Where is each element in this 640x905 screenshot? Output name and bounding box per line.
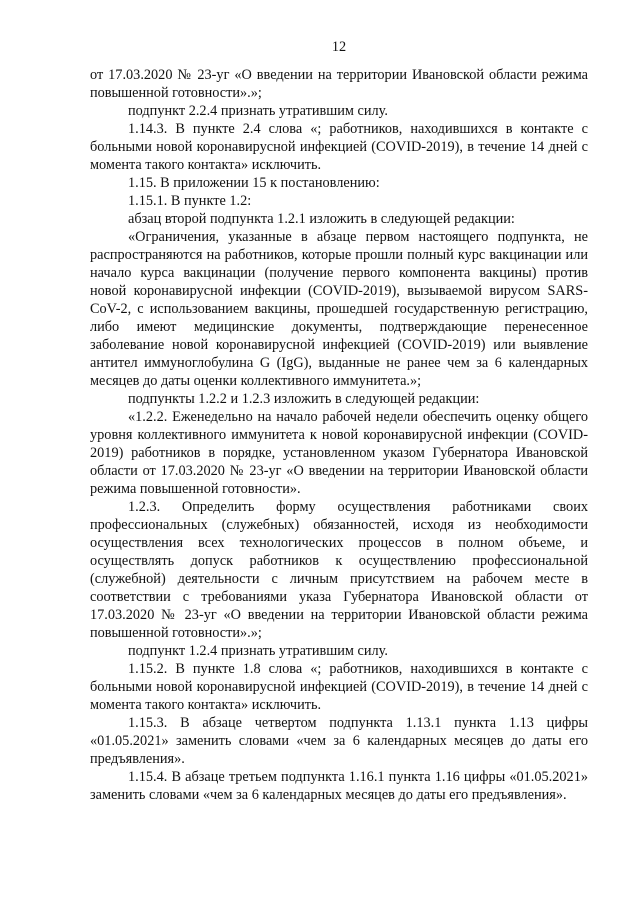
paragraph: 1.2.3. Определить форму осуществления работниками своих профессиональных (служебных) обязанностей, исходя из необходимости осуществления всех технологических процессов в полном объеме, и осуществлять допуск работников к осуществлению профессиональной (служебной) деятельности с личным присутствием на рабочем месте в соответствии с требованиями указа Губернатора Ивановской области от 17.03.2020 № 23-уг «О введении на территории Ивановской области режима повышенной готовности».»; xyxy=(90,499,588,641)
paragraph: «1.2.2. Еженедельно на начало рабочей недели обеспечить оценку общего уровня коллективного иммунитета к новой коронавирусной инфекции (COVID-2019) работников в порядке, установленном указом Губернатора Ивановской области от 17.03.2020 № 23-уг «О введении на территории Ивановской области режима повышенной готовности». xyxy=(90,409,588,497)
paragraph: 1.15.1. В пункте 1.2: xyxy=(128,193,252,209)
paragraph: 1.15.4. В абзаце третьем подпункта 1.16.1 пункта 1.16 цифры «01.05.2021» заменить словами «чем за 6 календарных месяцев до даты его предъявления». xyxy=(90,769,588,803)
paragraph: 1.15.3. В абзаце четвертом подпункта 1.13.1 пункта 1.13 цифры «01.05.2021» заменить словами «чем за 6 календарных месяцев до даты его предъявления». xyxy=(90,715,588,767)
paragraph: 1.15. В приложении 15 к постановлению: xyxy=(128,175,380,191)
paragraph: подпункт 1.2.4 признать утратившим силу. xyxy=(128,643,388,659)
paragraph: подпункты 1.2.2 и 1.2.3 изложить в следующей редакции: xyxy=(128,391,480,407)
page-number: 12 xyxy=(331,39,347,55)
paragraph: «Ограничения, указанные в абзаце первом настоящего подпункта, не распространяются на работников, которые прошли полный курс вакцинации или начало курса вакцинации (получение первого компонента вакцины) против новой коронавирусной инфекции (COVID-2019), вызываемой вирусом SARS-CoV-2, с использованием вакцины, прошедшей государственную регистрацию, либо имеют медицинские документы, подтверждающие перенесенное заболевание новой коронавирусной инфекцией (COVID-2019) или выявление антител иммуноглобулина G (IgG), выданные не ранее чем за 6 календарных месяцев до даты оценки коллективного иммунитета.»; xyxy=(90,229,588,389)
paragraph: абзац второй подпункта 1.2.1 изложить в следующей редакции: xyxy=(128,211,515,227)
paragraph: 1.14.3. В пункте 2.4 слова «; работников, находившихся в контакте с больными новой коронавирусной инфекцией (COVID-2019), в течение 14 дней с момента такого контакта» исключить. xyxy=(90,121,588,173)
paragraph: подпункт 2.2.4 признать утратившим силу. xyxy=(128,103,388,119)
paragraph: 1.15.2. В пункте 1.8 слова «; работников, находившихся в контакте с больными новой коронавирусной инфекцией (COVID-2019), в течение 14 дней с момента такого контакта» исключить. xyxy=(90,661,588,713)
paragraph: от 17.03.2020 № 23-уг «О введении на территории Ивановской области режима повышенной готовности».»; xyxy=(90,67,588,101)
